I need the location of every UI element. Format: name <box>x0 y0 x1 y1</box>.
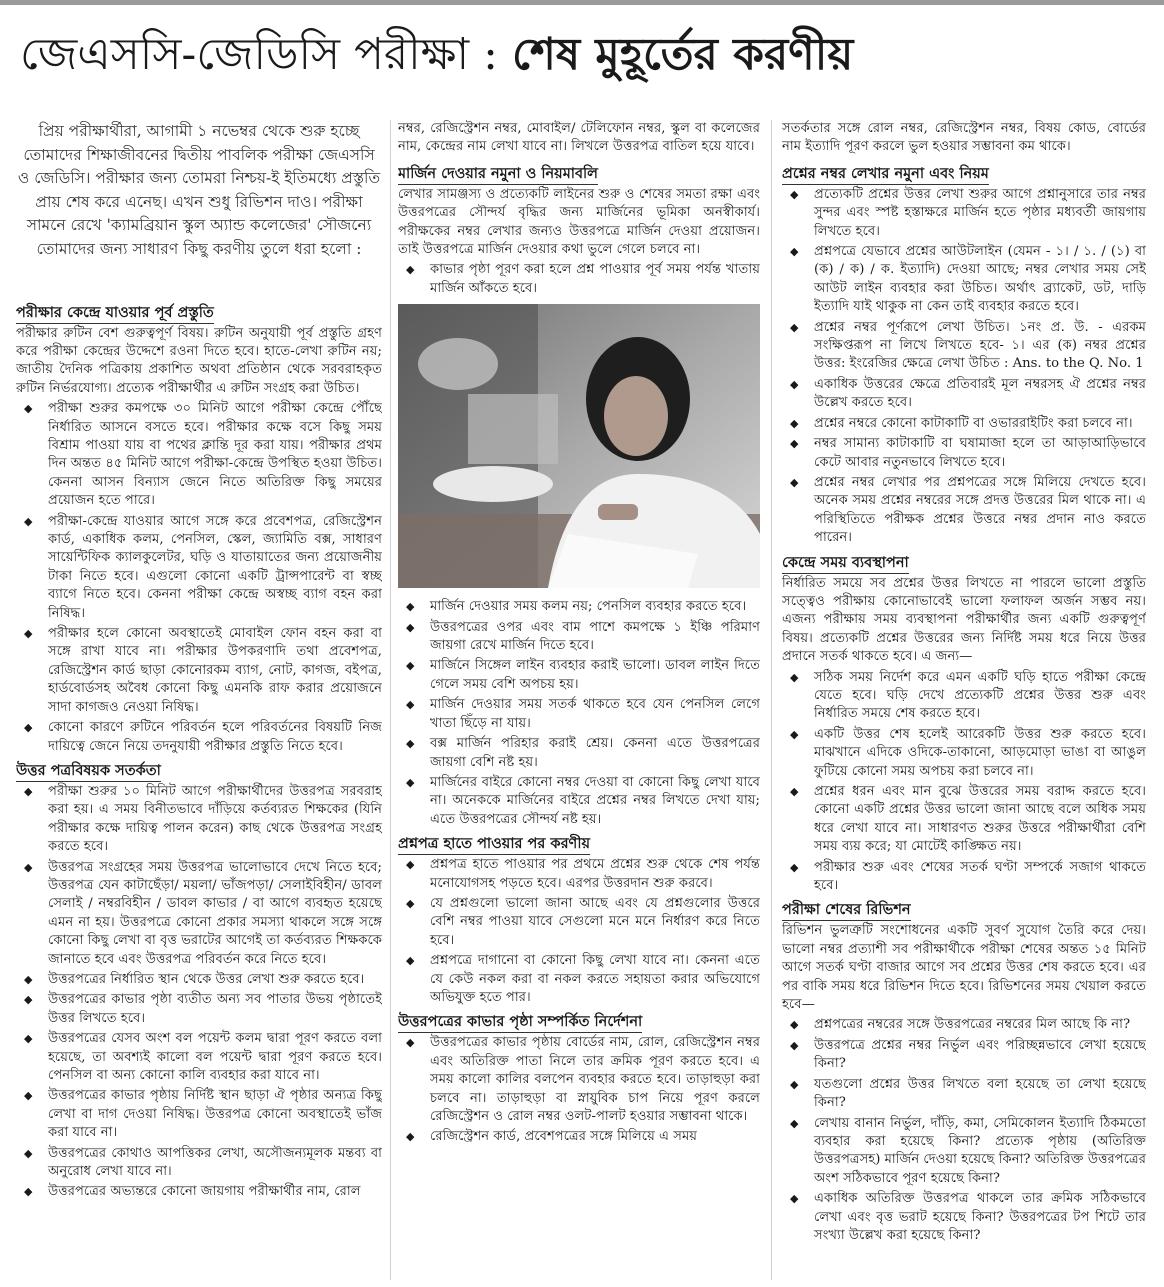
diamond-bullet-icon: ◆ <box>790 860 799 874</box>
bullet-list <box>782 1016 1146 1245</box>
list-item <box>398 1034 760 1126</box>
list-item-text: উত্তরপত্রের যেসব অংশ বল পয়েন্ট কলম দ্বারা পূরণ করতে বলা হয়েছে, তা অবশ্যই কালো বল পয়েন্ট দ্বারা পূরণ করতে হবে। পেনসিল বা অন্য কোনো কালি ব্যবহার করা যাবে না। <box>48 1031 382 1083</box>
diamond-bullet-icon: ◆ <box>24 627 33 641</box>
section-heading-time-management: কেন্দ্রে সময় ব্যবস্থাপনা <box>782 553 909 574</box>
list-item <box>16 1183 382 1201</box>
diamond-bullet-icon: ◆ <box>406 263 415 277</box>
diamond-bullet-icon: ◆ <box>790 377 799 391</box>
list-item <box>16 400 382 510</box>
list-item-text: উত্তরপত্রে প্রশ্নের নম্বর নির্ভুল এবং পরিচ্ছন্নভাবে লেখা হয়েছে কিনা? <box>814 1037 1146 1072</box>
list-item-text: লেখায় বানান নির্ভুল, দাঁড়ি, কমা, সেমিকোলন ইত্যাদি ঠিকমতো ব্যবহার করা হয়েছে কিনা? প্রত্যেক পৃষ্ঠায় (অতিরিক্ত উত্তরপত্রসহ) মার্জিন দেওয়া হয়েছে কিনা? অতিরিক্ত উত্তরপত্রের অংশ সঠিকভাবে পূরণ হয়েছে কিনা? <box>814 1115 1146 1186</box>
diamond-bullet-icon: ◆ <box>790 475 799 489</box>
section-heading-question-number-rules: প্রশ্নের নম্বর লেখার নমুনা এবং নিয়ম <box>782 164 989 185</box>
diamond-bullet-icon: ◆ <box>406 896 415 910</box>
bullet-list <box>398 598 760 829</box>
diamond-bullet-icon: ◆ <box>790 785 799 798</box>
list-item-text: পরীক্ষার শুরু এবং শেষের সতর্ক ঘণ্টা সম্পর্কে সজাগ থাকতে হবে। <box>814 859 1146 894</box>
bullet-list <box>398 261 760 298</box>
list-item-text: প্রশ্নপত্র হাতে পাওয়ার পর প্রথমে প্রশ্নের শুরু থেকে শেষ পর্যন্ত মনোযোগসহ পড়তে হবে। এরপর উত্তরদান শুরু করবে। <box>430 857 760 891</box>
list-item <box>16 1030 382 1085</box>
diamond-bullet-icon: ◆ <box>790 1077 799 1091</box>
list-item <box>398 261 760 298</box>
continued-paragraph: সতর্কতার সঙ্গে রোল নম্বর, রেজিস্ট্রেশন নম্বর, বিষয় কোড, বোর্ডের নাম ইত্যাদি পূরণ করলে ভুল হওয়ার সম্ভাবনা কম থাকে। <box>782 121 1146 155</box>
intro-paragraph: প্রিয় পরীক্ষার্থীরা, আগামী ১ নভেম্বর থেকে শুরু হচ্ছে তোমাদের শিক্ষাজীবনের দ্বিতীয় পাবলিক পরীক্ষা জেএসসি ও জেডিসি। পরীক্ষার জন্য তোমরা নিশ্চয়-ই ইতিমধ্যে প্রস্তুতি প্রায় শেষ করে এনেছ। এখন শুধু রিভিশন দাও। পরীক্ষা সামনে রেখে 'ক্যামব্রিয়ান স্কুল অ্যান্ড কলেজের' সৌজন্যে তোমাদের জন্য সাধারণ কিছু করণীয় তুলে ধরা হলো : <box>17 122 381 258</box>
list-item-text: প্রশ্নপত্রে দাগানো বা কোনো কিছু লেখা যাবে না। কেননা এতে যে কেউ নকল করা বা নকল করতে সহায়তা করার অভিযোগে অভিযুক্ত হতে পার। <box>430 953 760 1005</box>
list-item <box>16 859 382 969</box>
list-item <box>398 952 760 1007</box>
list-item-text: প্রশ্নের নম্বরে কোনো কাটাকাটি বা ওভাররাইটিং করা চলবে না। <box>814 415 1133 431</box>
bullet-list <box>16 783 382 1202</box>
list-item <box>782 1037 1146 1074</box>
list-item <box>398 774 760 829</box>
list-item-text: মার্জিনে সিঙ্গেল লাইন ব্যবহার করাই ভালো। ডাবল লাইন দিতে গেলে সময় বেশি অপচয় হয়। <box>430 658 760 692</box>
diamond-bullet-icon: ◆ <box>24 1032 33 1046</box>
list-item <box>782 1190 1146 1245</box>
headline-part-2: শেষ মুহূর্তের করণীয় <box>511 29 854 80</box>
section-paragraph: নির্ধারিত সময়ে সব প্রশ্নের উত্তর লিখতে না পারলে ভালো প্রস্তুতি সত্ত্বেও পরীক্ষায় কোনোভাবেই ভালো ফলাফল অর্জন সম্ভব নয়। এজন্য পরীক্ষায় সময় ব্যবস্থাপনা পরীক্ষার্থীর জন্য একটি গুরুত্বপূর্ণ বিষয়। প্রত্যেকটি প্রশ্নের উত্তরের জন্য নির্দিষ্ট সময় ধরে নিয়ে উত্তর প্রদানে সতর্ক থাকতে হবে। এ জন্য— <box>782 575 1146 665</box>
diamond-bullet-icon: ◆ <box>790 245 799 259</box>
list-item-text: কোনো কারণে রুটিনে পরিবর্তন হলে পরিবর্তনের বিষয়টি নিজ দায়িত্বে জেনে নিয়ে তদনুযায়ী পরীক্ষার প্রস্তুতি নিতে হবে। <box>48 720 382 754</box>
list-item <box>398 598 760 616</box>
list-item-text: উত্তরপত্র সংগ্রহের সময় উত্তরপত্র ভালোভাবে দেখে নিতে হবে; উত্তরপত্র যেন কাটাছেঁড়া/ ময়লা/ ভাঁজপড়া/ সেলাইবিহীন/ ডাবল সেলাই / নম্বরবিহীন / ডাবল কাভার / বা আগে ব্যবহৃত হয়েছে এমন না হয়। উত্তরপত্রে কোনো প্রকার সমস্যা থাকলে সঙ্গে সঙ্গে কোনো কিছু লেখা বা বৃত্ত ভরাটের আগেই তা কর্তব্যরত শিক্ষককে জানাতে হবে এবং উত্তরপত্র পরিবর্তন করে নিতে হবে। <box>48 859 382 967</box>
list-item-text: কাভার পৃষ্ঠা পূরণ করা হলে প্রশ্ন পাওয়ার পূর্ব সময় পর্যন্ত খাতায় মার্জিন আঁকতে হবে। <box>430 262 760 296</box>
section-heading-answer-sheet-caution: উত্তর পত্রবিষয়ক সতর্কতা <box>16 761 161 782</box>
list-item-text: উত্তরপত্রের নির্ধারিত স্থান থেকে উত্তর লেখা শুরু করতে হবে। <box>48 971 365 987</box>
list-item-text: উত্তরপত্রের অভ্যন্তরে কোনো জায়গায় পরীক্ষার্থীর নাম, রোল <box>48 1184 361 1200</box>
diamond-bullet-icon: ◆ <box>24 860 33 874</box>
list-item-text: উত্তরপত্রের কাভার পৃষ্ঠায় নির্দিষ্ট স্থান ছাড়া ঐ পৃষ্ঠার অন্যত্র কিছু লেখা বা দাগ দেওয়া নিষিদ্ধ। উত্তরপত্র কোনো অবস্থাতেই ভাঁজ করা যাবে না। <box>48 1088 382 1141</box>
section-paragraph: লেখার সামঞ্জস্য ও প্রত্যেকটি লাইনের শুরু ও শেষের সমতা রক্ষা এবং উত্তরপত্রের সৌন্দর্য বৃদ্ধির জন্য মার্জিনের ভূমিকা অনস্বীকার্য। পরীক্ষকের নম্বর লেখার জন্যও উত্তরপত্রে মার্জিন দেওয়া প্রয়োজন। তাই উত্তরপত্রে মার্জিন দেওয়ার কথা ভুলে গেলে চলবে না। <box>398 186 760 258</box>
list-item-text: পরীক্ষা শুরুর কমপক্ষে ৩০ মিনিট আগে পরীক্ষা কেন্দ্রে পৌঁছে নির্ধারিত আসনে বসতে হবে। পরীক্ষার কক্ষে বসে কিছু সময় বিশ্রাম পাওয়া যায় বা পথের ক্লান্তি দূর করা যায়। পরীক্ষার প্রথম দিন অন্তত ৪৫ মিনিট আগে পরীক্ষা-কেন্দ্রে উপস্থিত হওয়া উচিত। কেননা আসন বিন্যাস জেনে নিতে অতিরিক্ত কিছু সময়ের প্রয়োজন হতে পারে। <box>48 401 382 509</box>
diamond-bullet-icon: ◆ <box>24 514 33 528</box>
list-item <box>16 625 382 717</box>
section-paragraph: রিভিশন ভুলত্রুটি সংশোধনের একটি সুবর্ণ সুযোগ তৈরি করে দেয়। ভালো নম্বর প্রত্যাশী সব পরীক্ষার্থীকে পরীক্ষা শেষের অন্তত ১৫ মিনিট আগে সতর্ক ঘণ্টা বাজার আগে সব প্রশ্নের উত্তর শেষ করতে হবে। এর পর বাকি সময় ধরে রিভিশন দিতে হবে। রিভিশনের সময় খেয়াল করতে হবে— <box>782 923 1146 1013</box>
article-column-3 <box>782 120 1146 1287</box>
diamond-bullet-icon: ◆ <box>790 416 799 430</box>
list-item-text: প্রশ্নের নম্বর লেখার পর প্রশ্নপত্রের সঙ্গে মিলিয়ে দেখতে হবে। অনেক সময় প্রশ্নের নম্বরের সঙ্গে প্রদত্ত উত্তরের মিল থাকে না। এ পরিস্থিতিতে পরীক্ষক প্রশ্নের উত্তরে নম্বর প্রদান নাও করতে পারেন। <box>814 474 1146 546</box>
bullet-list <box>16 400 382 756</box>
diamond-bullet-icon: ◆ <box>790 437 799 451</box>
diamond-bullet-icon: ◆ <box>406 775 415 789</box>
list-item-text: মার্জিন দেওয়ার সময় সতর্ক থাকতে হবে যেন পেনসিল লেগে খাতা ছিঁড়ে না যায়। <box>430 697 760 731</box>
article-column-2 <box>398 120 760 1287</box>
list-item <box>782 376 1146 413</box>
diamond-bullet-icon: ◆ <box>790 320 799 334</box>
list-item-text: রেজিস্ট্রেশন কার্ড, প্রবেশপত্রের সঙ্গে মিলিয়ে এ সময় <box>430 1129 698 1145</box>
diamond-bullet-icon: ◆ <box>406 1036 415 1050</box>
diamond-bullet-icon: ◆ <box>24 721 33 735</box>
list-item <box>782 726 1146 781</box>
list-item <box>782 1016 1146 1034</box>
diamond-bullet-icon: ◆ <box>406 600 415 614</box>
list-item-text: বক্স মার্জিন পরিহার করাই শ্রেয়। কেননা এতে উত্তরপত্রের জায়গা বেশি নষ্ট হয়। <box>430 736 760 770</box>
list-item-text: মার্জিনের বাইরে কোনো নম্বর দেওয়া বা কোনো কিছু লেখা যাবে না। অনেককে মার্জিনের বাইরে প্রশ্নের নম্বর লিখতে দেখা যায়; এতে উত্তরপত্রের সৌন্দর্য নষ্ট হয়। <box>430 774 760 827</box>
list-item-text: প্রশ্নপত্রে যেভাবে প্রশ্নের আউটলাইন (যেমন - ১। / ১. / (১) বা (ক) / ক) / ক. ইত্যাদি) দেওয়া আছে; নম্বর লেখার সময় সেই আউট লাইন ব্যবহার করা উচিত। অর্থাৎ ব্র্যাকেট, ডট, দাড়ি ইত্যাদি যাই থাকুক না কেন তাই ব্যবহার করতে হবে। <box>814 244 1146 315</box>
diamond-bullet-icon: ◆ <box>24 1185 33 1199</box>
article-column-1 <box>16 120 382 1287</box>
list-item <box>782 1115 1146 1189</box>
list-item <box>16 991 382 1028</box>
list-item <box>16 1087 382 1142</box>
list-item <box>782 186 1146 241</box>
diamond-bullet-icon: ◆ <box>24 784 33 798</box>
diamond-bullet-icon: ◆ <box>790 1038 799 1052</box>
list-item <box>782 243 1146 317</box>
list-item <box>16 971 382 989</box>
diamond-bullet-icon: ◆ <box>790 1018 799 1032</box>
list-item <box>16 783 382 857</box>
diamond-bullet-icon: ◆ <box>790 1192 799 1206</box>
bullet-list <box>782 669 1146 896</box>
diamond-bullet-icon: ◆ <box>790 1116 799 1130</box>
section-heading-pre-exam-preparation: পরীক্ষার কেন্দ্রে যাওয়ার পূর্ব প্রস্তুতি <box>16 303 214 324</box>
list-item-text: একটি উত্তর শেষ হলেই আরেকটি উত্তর শুরু করতে হবে। মাঝখানে এদিকে ওদিকে-তাকানো, আড়মোড়া ভাঙা বা আঙুল ফুটিয়ে কোনো সময় অপচয় করা চলবে না। <box>814 726 1146 779</box>
list-item-text: উত্তরপত্রের ওপর এবং বাম পাশে কমপক্ষে ১ ইঞ্চি পরিমাণ জায়গা রেখে মার্জিন দিতে হবে। <box>430 619 760 654</box>
diamond-bullet-icon: ◆ <box>24 402 33 416</box>
list-item <box>398 1128 760 1146</box>
list-item <box>16 719 382 756</box>
list-item-text: পরীক্ষার হলে কোনো অবস্থাতেই মোবাইল ফোন বহন করা বা সঙ্গে রাখা যাবে না। পরীক্ষার উপকরণাদি তথা প্রবেশপত্র, রেজিস্ট্রেশন কার্ড ছাড়া কোনোরকম ব্যাগ, নোট, কাগজ, বইপত্র, হার্ডবোর্ডসহ অবৈধ কোনো কিছু এমনকি রাফ করার প্রয়োজনে সাদা কাগজও নেওয়া নিষিদ্ধ। <box>48 626 382 715</box>
bullet-list <box>398 856 760 1007</box>
diamond-bullet-icon: ◆ <box>24 1089 33 1103</box>
diamond-bullet-icon: ◆ <box>406 620 415 634</box>
diamond-bullet-icon: ◆ <box>24 972 33 986</box>
list-item-text: প্রত্যেকটি প্রশ্নের উত্তর লেখা শুরুর আগে প্রশ্নানুসারে তার নম্বর সুন্দর এবং স্পষ্ট হস্তাক্ষরে মার্জিন হতে পৃষ্ঠার মধ্যবর্তী জায়গায় লিখতে হবে। <box>814 186 1146 239</box>
list-item <box>16 1145 382 1182</box>
list-item <box>782 783 1146 857</box>
section-paragraph: পরীক্ষার রুটিন বেশ গুরুত্বপূর্ণ বিষয়। রুটিন অনুযায়ী পূর্ব প্রস্তুতি গ্রহণ করে পরীক্ষা কেন্দ্রের উদ্দেশে রওনা দিতে হবে। হাতে-লেখা রুটিন নয়; জাতীয় দৈনিক পত্রিকায় প্রকাশিত অথবা প্রতিষ্ঠান থেকে সরবরাহকৃত রুটিন নির্ভরযোগ্য। প্রত্যেক পরীক্ষার্থীর এ রুটিন সংগ্রহ করা উচিত। <box>16 325 382 396</box>
list-item-text: উত্তরপত্রের কোথাও আপত্তিকর লেখা, অসৌজন্যমূলক মন্তব্য বা অনুরোধ লেখা যাবে না। <box>48 1145 382 1180</box>
top-rule <box>0 0 1164 5</box>
bullet-list <box>398 1034 760 1146</box>
diamond-bullet-icon: ◆ <box>406 954 415 968</box>
diamond-bullet-icon: ◆ <box>24 1146 33 1160</box>
column-divider-1 <box>390 120 391 1280</box>
list-item <box>398 619 760 656</box>
list-item-text: নম্বর সামান্য কাটাকাটি বা ঘষামাজা হলে তা আড়াআড়িভাবে কেটে আবার নতুনভাবে লিখতে হবে। <box>814 436 1146 470</box>
list-item-text: মার্জিন দেওয়ার সময় কলম নয়; পেনসিল ব্যবহার করতে হবে। <box>430 599 747 615</box>
page-headline <box>20 20 1150 100</box>
diamond-bullet-icon: ◆ <box>406 1130 415 1144</box>
section-heading-margin-rules: মার্জিন দেওয়ার নমুনা ও নিয়মাবলি <box>398 164 598 185</box>
list-item <box>782 669 1146 724</box>
diamond-bullet-icon: ◆ <box>24 993 33 1007</box>
list-item-text: উত্তরপত্রের কাভার পৃষ্ঠা ব্যতীত অন্য সব পাতার উভয় পৃষ্ঠাতেই উত্তর লিখতে হবে। <box>48 992 382 1026</box>
list-item <box>782 415 1146 433</box>
bullet-list <box>782 186 1146 548</box>
student-writing-exam-photo <box>398 304 760 588</box>
list-item-text: একাধিক অতিরিক্ত উত্তরপত্র থাকলে তার ক্রমিক সঠিকভাবে লেখা এবং বৃত্ত ভরাট হয়েছে কিনা? উত্তরপত্রের টপ শিটে তার সংখ্যা উল্লেখ করা হয়েছে কিনা? <box>814 1191 1146 1243</box>
section-heading-cover-page: উত্তরপত্রের কাভার পৃষ্ঠা সম্পর্কিত নির্দেশনা <box>398 1012 642 1033</box>
section-heading-after-question-paper: প্রশ্নপত্র হাতে পাওয়ার পর করণীয় <box>398 834 590 855</box>
diamond-bullet-icon: ◆ <box>406 659 415 673</box>
list-item <box>398 696 760 733</box>
list-item-text: উত্তরপত্রের কাভার পৃষ্ঠায় বোর্ডের নাম, রোল, রেজিস্ট্রেশন নম্বর এবং অতিরিক্ত পাতা নিলে তার ক্রমিক পূরণ করতে হবে। এ সময় কালো কালির বলপেন ব্যবহার করতে হবে। তাড়াহুড়া করা চলবে না। তাড়াহুড়া বা স্নায়ুবিক চাপ নিয়ে পূরণ করলে রেজিস্ট্রেশন ও রোল নম্বর ওলট-পালট হওয়ার সম্ভাবনা থাকে। <box>430 1035 760 1124</box>
list-item-text: একাধিক উত্তরের ক্ষেত্রে প্রতিবারই মূল নম্বরসহ ঐ প্রশ্নের নম্বর উল্লেখ করতে হবে। <box>814 376 1146 411</box>
diamond-bullet-icon: ◆ <box>406 698 415 712</box>
diamond-bullet-icon: ◆ <box>406 737 415 751</box>
diamond-bullet-icon: ◆ <box>790 187 799 201</box>
list-item <box>782 859 1146 896</box>
list-item <box>16 513 382 623</box>
list-item <box>782 319 1146 374</box>
column-divider-2 <box>771 120 772 1280</box>
list-item-text: পরীক্ষা শুরুর ১০ মিনিট আগে পরীক্ষার্থীদের উত্তরপত্র সরবরাহ করা হয়। এ সময় বিনীতভাবে দাঁড়িয়ে কর্তব্যরত শিক্ষকের (যিনি পরীক্ষার কক্ষে দায়িত্ব পালন করেন) কাছ থেকে উত্তরপত্র সংগ্রহ করতে হবে। <box>48 783 382 855</box>
diamond-bullet-icon: ◆ <box>790 670 799 684</box>
section-heading-final-revision: পরীক্ষা শেষের রিভিশন <box>782 900 911 921</box>
diamond-bullet-icon: ◆ <box>790 727 799 741</box>
headline-part-1: জেএসসি-জেডিসি পরীক্ষা : <box>20 29 512 80</box>
list-item-text: যে প্রশ্নগুলো ভালো জানা আছে এবং যে প্রশ্নগুলোর উত্তরে বেশি নম্বর পাওয়া যাবে সেগুলো মনে মনে নির্ধারণ করে নিতে হবে। <box>430 895 760 948</box>
list-item-text: প্রশ্নপত্রের নম্বরের সঙ্গে উত্তরপত্রের নম্বরের মিল আছে কি না? <box>814 1017 1131 1033</box>
list-item <box>398 657 760 694</box>
list-item-text: প্রশ্নের ধরন এবং মান বুঝে উত্তরের সময় বরাদ্দ করতে হবে। কোনো একটি প্রশ্নের উত্তর ভালো জানা আছে বলে অধিক সময় ধরে লেখা যাবে না। সাধারণত শুরুর উত্তরে পরীক্ষার্থীরা বেশি সময় ব্যয় করে; যা মোটেই কাঙ্ক্ষিত নয়। <box>814 784 1146 855</box>
diamond-bullet-icon: ◆ <box>406 858 415 872</box>
list-item <box>398 895 760 950</box>
list-item <box>398 735 760 772</box>
list-item-text: পরীক্ষা-কেন্দ্রে যাওয়ার আগে সঙ্গে করে প্রবেশপত্র, রেজিস্ট্রেশন কার্ড, একাধিক কলম, পেনসিল, স্কেল, জ্যামিতি বক্স, সাধারণ সায়েন্টিফিক ক্যালকুলেটর, ঘড়ি ও যাতায়াতের জন্য প্রয়োজনীয় টাকা নিতে হবে। এগুলো কোনো একটি ট্রান্সপারেন্ট বা স্বচ্ছ ব্যাগে নিতে হবে। কেননা পরীক্ষা কেন্দ্রে অস্বচ্ছ ব্যাগ বহন করা নিষিদ্ধ। <box>48 513 382 621</box>
continued-paragraph: নম্বর, রেজিস্ট্রেশন নম্বর, মোবাইল/ টেলিফোন নম্বর, স্কুল বা কলেজের নাম, কেন্দ্রের নাম লেখা যাবে না। লিখলে উত্তরপত্র বাতিল হয়ে যাবে। <box>398 121 760 155</box>
list-item <box>782 435 1146 472</box>
list-item-text: যতগুলো প্রশ্নের উত্তর লিখতে বলা হয়েছে তা লেখা হয়েছে কিনা? <box>814 1076 1146 1111</box>
list-item <box>782 1076 1146 1113</box>
list-item-text: সঠিক সময় নির্দেশ করে এমন একটি ঘড়ি হাতে পরীক্ষা কেন্দ্রে যেতে হবে। ঘড়ি দেখে প্রত্যেকটি প্রশ্নের উত্তর শুরু এবং নির্ধারিত সময়ে শেষ করতে হবে। <box>814 669 1146 722</box>
list-item-text: প্রশ্নের নম্বর পূর্ণরূপে লেখা উচিত। ১নং প্র. উ. - এরকম সংক্ষিপ্তরূপ না লিখে লিখতে হবে- ১। এর (ক) নম্বর প্রশ্নের উত্তর: ইংরেজির ক্ষেত্রে লেখা উচিত : Ans. to the Q. No. 1 <box>814 319 1146 372</box>
list-item <box>398 856 760 893</box>
list-item <box>782 474 1146 548</box>
